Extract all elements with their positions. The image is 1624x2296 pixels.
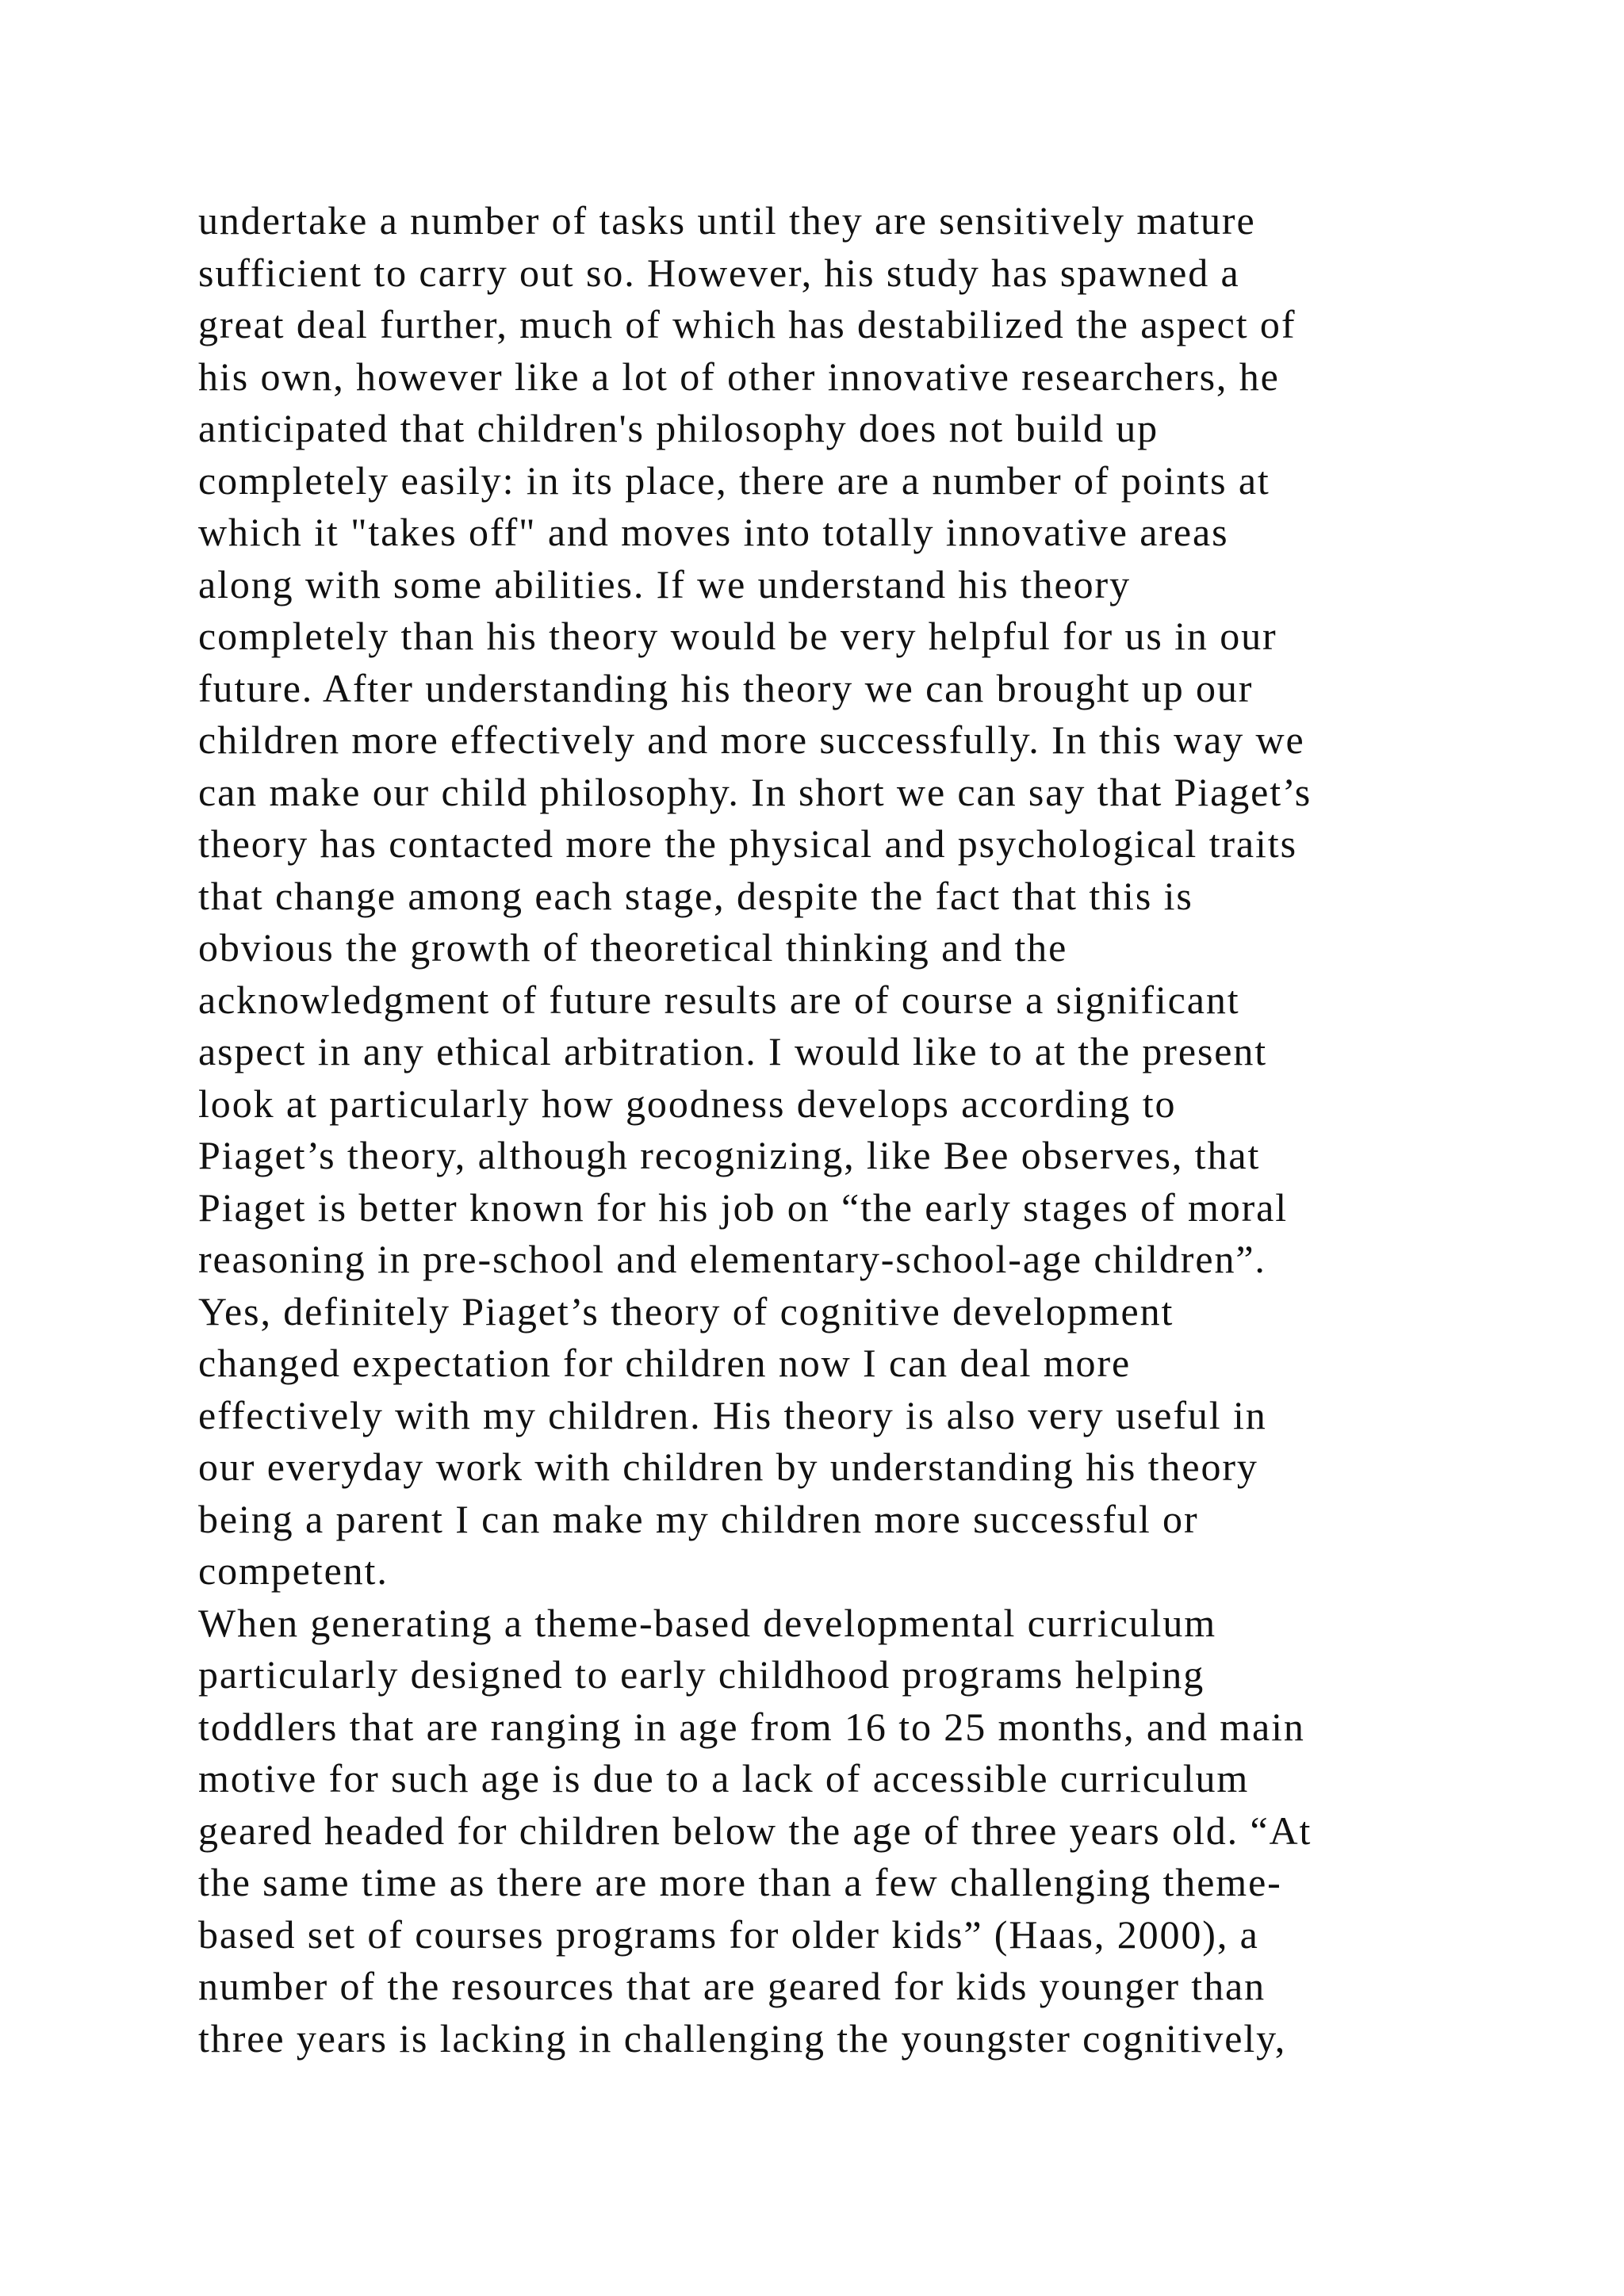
text-line: three years is lacking in challenging the youngster cognitively, <box>198 2015 1287 2061</box>
text-line: When generating a theme-based developmental curriculum <box>198 1600 1217 1645</box>
text-line: undertake a number of tasks until they are sensitively mature <box>198 198 1256 243</box>
text-line: reasoning in pre-school and elementary-school-age children”. <box>198 1237 1266 1281</box>
text-line: obvious the growth of theoretical thinking and the <box>198 925 1068 970</box>
text-line: completely than his theory would be very helpful for us in our <box>198 614 1277 658</box>
text-line: great deal further, much of which has destabilized the aspect of <box>198 302 1297 346</box>
text-line: that change among each stage, despite the fact that this is <box>198 873 1193 918</box>
text-line: his own, however like a lot of other innovative researchers, he <box>198 354 1280 399</box>
text-line: changed expectation for children now I can deal more <box>198 1341 1132 1385</box>
text-line: particularly designed to early childhood programs helping <box>198 1652 1205 1697</box>
text-line: motive for such age is due to a lack of accessible curriculum <box>198 1756 1250 1800</box>
text-line: anticipated that children's philosophy does not build up <box>198 406 1159 450</box>
text-line: toddlers that are ranging in age from 16 to 25 months, and main <box>198 1704 1305 1749</box>
text-line: geared headed for children below the age of three years old. “At <box>198 1808 1312 1853</box>
body-text <box>198 195 1499 2064</box>
text-line: based set of courses programs for older kids” (Haas, 2000), a <box>198 1911 1259 1957</box>
text-line: theory has contacted more the physical and psychological traits <box>198 821 1297 866</box>
text-line: acknowledgment of future results are of course a significant <box>198 977 1240 1022</box>
text-line: completely easily: in its place, there are a number of points at <box>198 457 1270 503</box>
text-line: Piaget is better known for his job on “the early stages of moral <box>198 1184 1289 1230</box>
text-line: look at particularly how goodness develops according to <box>198 1081 1177 1126</box>
text-line: competent. <box>198 1548 389 1593</box>
text-line: the same time as there are more than a few challenging theme- <box>198 1860 1282 1904</box>
text-line: effectively with my children. His theory is also very useful in <box>198 1392 1267 1437</box>
text-line: being a parent I can make my children more successful or <box>198 1496 1199 1541</box>
text-line: our everyday work with children by understanding his theory <box>198 1445 1258 1489</box>
text-line: which it "takes off" and moves into totally innovative areas <box>198 510 1229 554</box>
text-line: future. After understanding his theory we can brought up our <box>198 665 1254 710</box>
text-line: Yes, definitely Piaget’s theory of cognitive development <box>198 1288 1174 1334</box>
text-line: number of the resources that are geared for kids younger than <box>198 1964 1266 2008</box>
text-line: along with some abilities. If we understand his theory <box>198 561 1131 607</box>
text-line: aspect in any ethical arbitration. I would like to at the present <box>198 1029 1268 1073</box>
text-line: sufficient to carry out so. However, his study has spawned a <box>198 250 1240 295</box>
text-line: can make our child philosophy. In short we can say that Piaget’s <box>198 769 1312 814</box>
text-line: Piaget’s theory, although recognizing, like Bee observes, that <box>198 1133 1261 1177</box>
text-line: children more effectively and more successfully. In this way we <box>198 718 1305 762</box>
